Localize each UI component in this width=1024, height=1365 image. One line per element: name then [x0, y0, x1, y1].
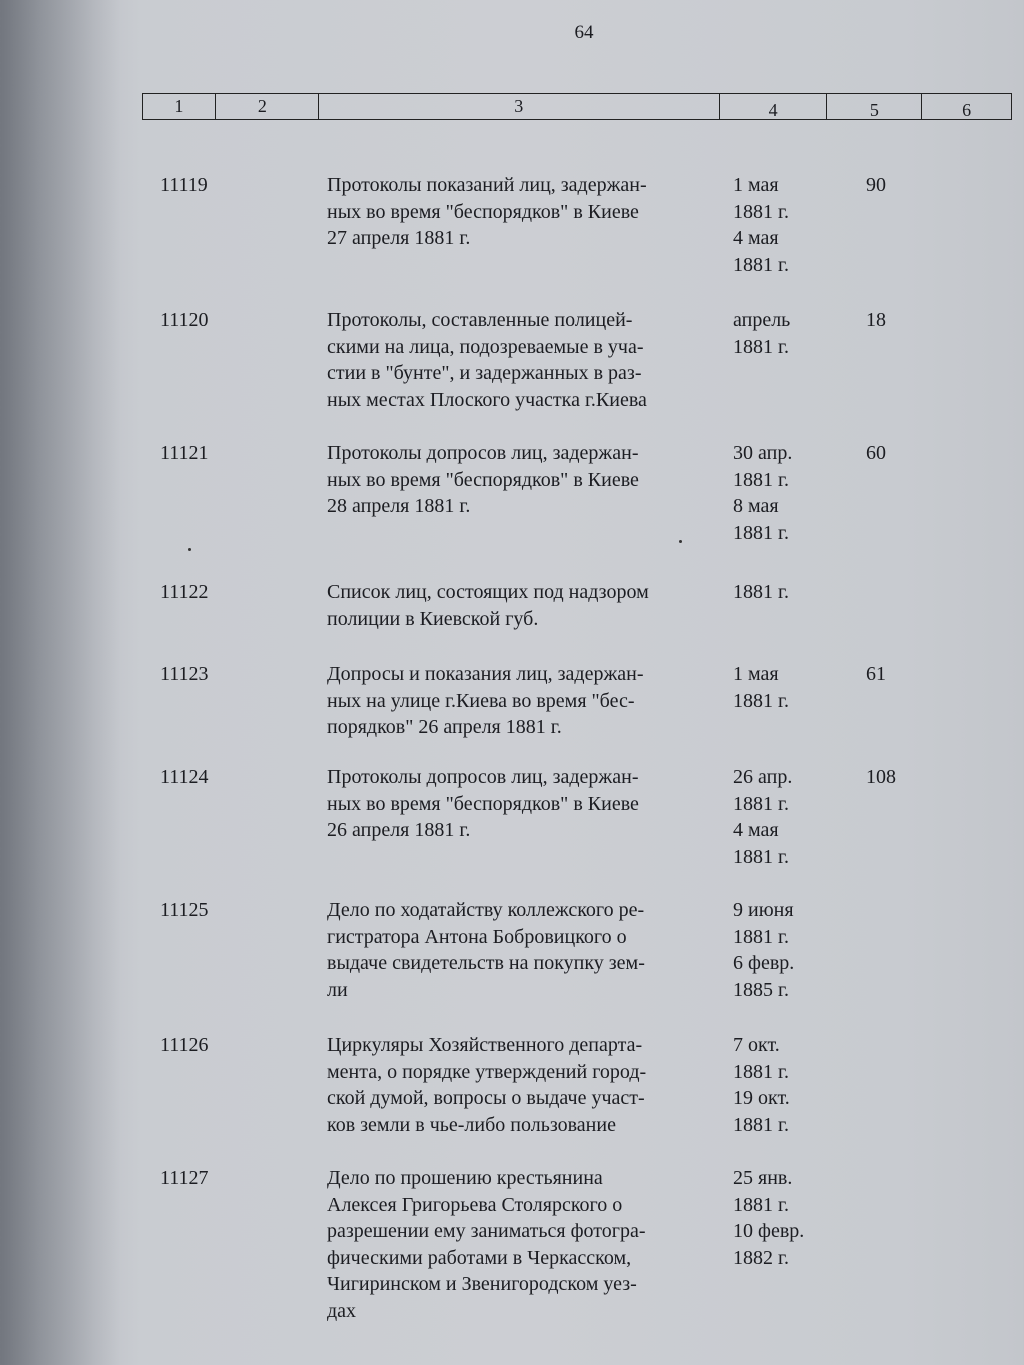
- record-dates: 1881 г.: [733, 581, 789, 603]
- speck-mark: [679, 540, 682, 543]
- record-title: Список лиц, состоящих под надзором полиции в Киевской губ.: [327, 581, 649, 630]
- page-spine-shadow: [0, 0, 120, 1365]
- record-title: Дело по прошению крестьянина Алексея Григорьева Столярского о разрешении ему заниматься фотогра- фическими работами в Черкасском, Чигиринском и Звенигородском уез- дах: [327, 1167, 646, 1322]
- record-number: 11122: [160, 581, 209, 603]
- record-title: Дело по ходатайству коллежского ре- гистратора Антона Бобровицкого о выдаче свидетельств на покупку зем- ли: [327, 899, 645, 1001]
- record-dates: 1 мая 1881 г.: [733, 663, 789, 712]
- record-sheets: 61: [866, 663, 886, 685]
- record-number: 11123: [160, 663, 209, 685]
- record-title: Протоколы допросов лиц, задержан- ных во время "беспорядков" в Киеве 28 апреля 1881 г.: [327, 442, 639, 517]
- column-header-2: 2: [216, 94, 319, 119]
- column-header-4: 4: [720, 94, 828, 119]
- record-number: 11119: [160, 174, 208, 196]
- record-sheets: 108: [866, 766, 896, 788]
- column-header-6: 6: [962, 100, 972, 120]
- record-title: Протоколы показаний лиц, задержан- ных во время "беспорядков" в Киеве 27 апреля 1881 г.: [327, 174, 647, 249]
- record-title: Протоколы, составленные полицей- скими на лица, подозреваемые в уча- стии в "бунте", и задержанных в раз- ных местах Плоского участка г.Киева: [327, 309, 647, 411]
- record-number: 11127: [160, 1167, 209, 1189]
- record-dates: апрель 1881 г.: [733, 309, 791, 358]
- record-number: 11124: [160, 766, 209, 788]
- record-number: 11125: [160, 899, 209, 921]
- record-title: Допросы и показания лиц, задержан- ных на улице г.Киева во время "бес- порядков" 26 апреля 1881 г.: [327, 663, 644, 738]
- page-number: 64: [574, 22, 594, 43]
- record-number: 11121: [160, 442, 209, 464]
- record-sheets: 90: [866, 174, 886, 196]
- record-number: 11126: [160, 1034, 209, 1056]
- record-sheets: 18: [866, 309, 886, 331]
- record-dates: 30 апр. 1881 г. 8 мая 1881 г.: [733, 442, 793, 544]
- column-header-row: [142, 93, 1012, 120]
- record-number: 11120: [160, 309, 209, 331]
- record-sheets: 60: [866, 442, 886, 464]
- record-dates: 26 апр. 1881 г. 4 мая 1881 г.: [733, 766, 793, 868]
- column-header-5: 5: [827, 94, 922, 119]
- record-dates: 7 окт. 1881 г. 19 окт. 1881 г.: [733, 1034, 790, 1136]
- record-title: Протоколы допросов лиц, задержан- ных во время "беспорядков" в Киеве 26 апреля 1881 г.: [327, 766, 639, 841]
- speck-mark: [188, 548, 191, 551]
- record-dates: 25 янв. 1881 г. 10 февр. 1882 г.: [733, 1167, 805, 1269]
- record-dates: 1 мая 1881 г. 4 мая 1881 г.: [733, 174, 789, 276]
- record-dates: 9 июня 1881 г. 6 февр. 1885 г.: [733, 899, 795, 1001]
- column-header-3: 3: [319, 94, 720, 119]
- column-header-1: 1: [143, 94, 216, 119]
- record-title: Циркуляры Хозяйственного департа- мента, о порядке утверждений город- ской думой, вопросы о выдаче участ- ков земли в чье-либо пользование: [327, 1034, 647, 1136]
